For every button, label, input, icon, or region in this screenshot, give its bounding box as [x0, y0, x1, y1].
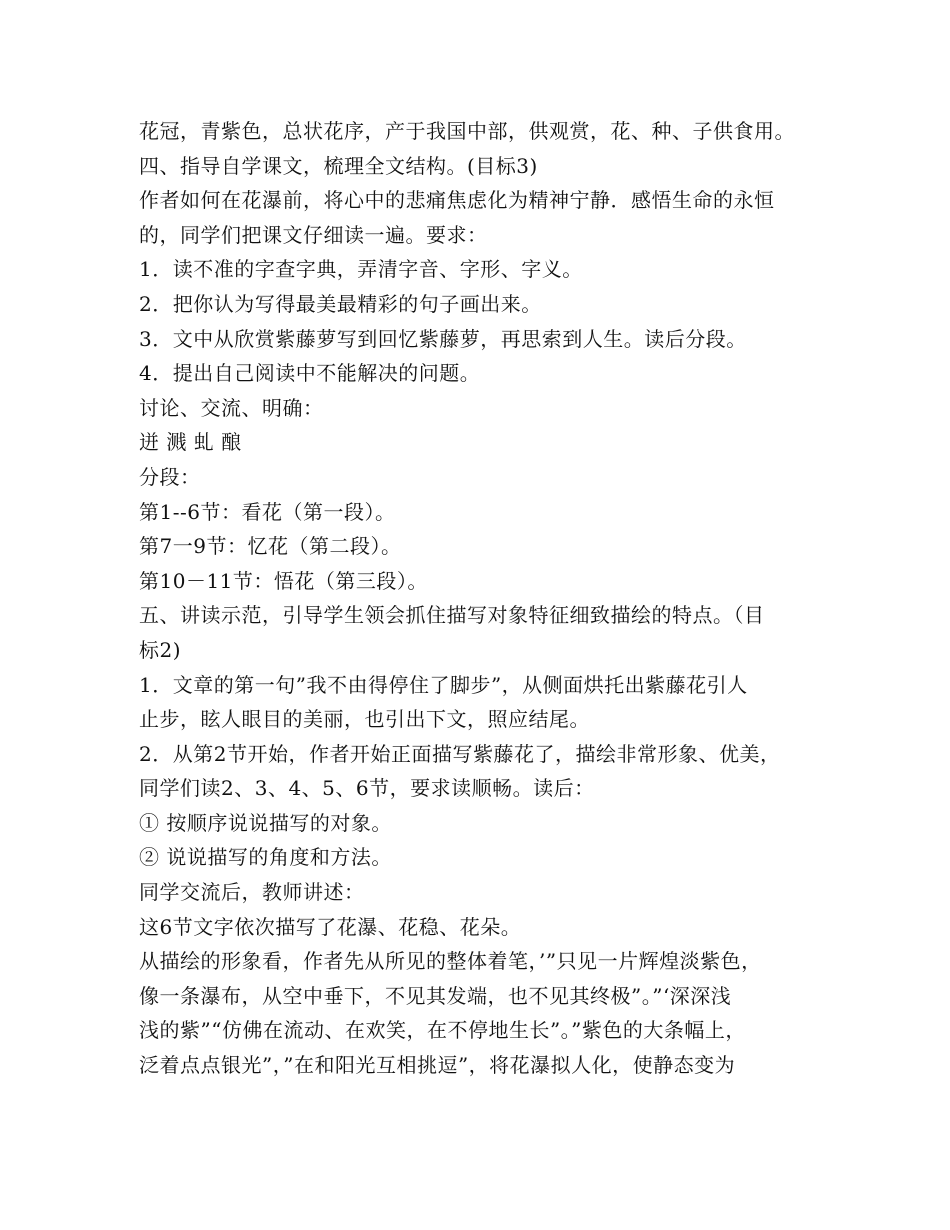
- text-line: 分段：: [139, 464, 201, 489]
- list-item: 4．提出自己阅读中不能解决的问题。: [139, 361, 481, 386]
- text-line: 迸 溅 虬 酿: [139, 430, 242, 455]
- list-item: ② 说说描写的角度和方法。: [139, 845, 392, 870]
- list-item: 第1--6节：看花（第一段）。: [139, 499, 396, 524]
- document-body: [139, 114, 839, 1083]
- text-line: 像一条瀑布，从空中垂下，不见其发端，也不见其终极”。”‘深深浅: [139, 983, 732, 1008]
- text-line: 从描绘的形象看，作者先从所见的整体着笔，’”只见一片辉煌淡紫色，: [139, 949, 762, 974]
- text-line: 同学交流后，教师讲述：: [139, 880, 365, 905]
- section-heading: 四、指导自学课文，梳理全文结构。(目标3): [139, 153, 538, 178]
- text-line: 浅的紫”“仿佛在流动、在欢笑，在不停地生长”。”紫色的大条幅上，: [139, 1018, 746, 1043]
- list-item: ① 按顺序说说描写的对象。: [139, 810, 392, 835]
- text-line: 花冠，青紫色，总状花序，产于我国中部，供观赏，花、种、子供食用。: [139, 119, 795, 143]
- list-item: 第10－11节：悟花（第三段）。: [139, 568, 428, 593]
- list-item: 第7一9节：忆花（第二段）。: [139, 534, 402, 559]
- text-line: 讨论、交流、明确：: [139, 395, 324, 420]
- text-line: 的，同学们把课文仔细读一遍。要求：: [139, 222, 488, 247]
- section-heading: 五、讲读示范，引导学生领会抓住描写对象特征细致描绘的特点。（目: [139, 603, 765, 628]
- text-line: 泛着点点银光”，”在和阳光互相挑逗”，将花瀑拟人化，使静态变为: [139, 1053, 736, 1078]
- text-line: 止步，眩人眼目的美丽，也引出下文，照应结尾。: [139, 707, 590, 732]
- list-item: 1．读不准的字查字典，弄清字音、字形、字义。: [139, 257, 583, 282]
- list-item: 1．文章的第一句”我不由得停住了脚步”，从侧面烘托出紫藤花引人: [139, 672, 748, 697]
- list-item: 3．文中从欣赏紫藤萝写到回忆紫藤萝，再思索到人生。读后分段。: [139, 326, 747, 351]
- list-item: 2．把你认为写得最美最精彩的句子画出来。: [139, 291, 542, 316]
- text-line: 作者如何在花瀑前，将心中的悲痛焦虑化为精神宁静．感悟生命的永恒: [139, 188, 775, 213]
- text-line: 同学们读2、3、4、5、6节，要求读顺畅。读后：: [139, 776, 595, 801]
- list-item: 2．从第2节开始，作者开始正面描写紫藤花了，描绘非常形象、优美，: [139, 741, 781, 766]
- text-line: 标2): [139, 637, 182, 662]
- text-line: 这6节文字依次描写了花瀑、花稳、花朵。: [139, 914, 522, 939]
